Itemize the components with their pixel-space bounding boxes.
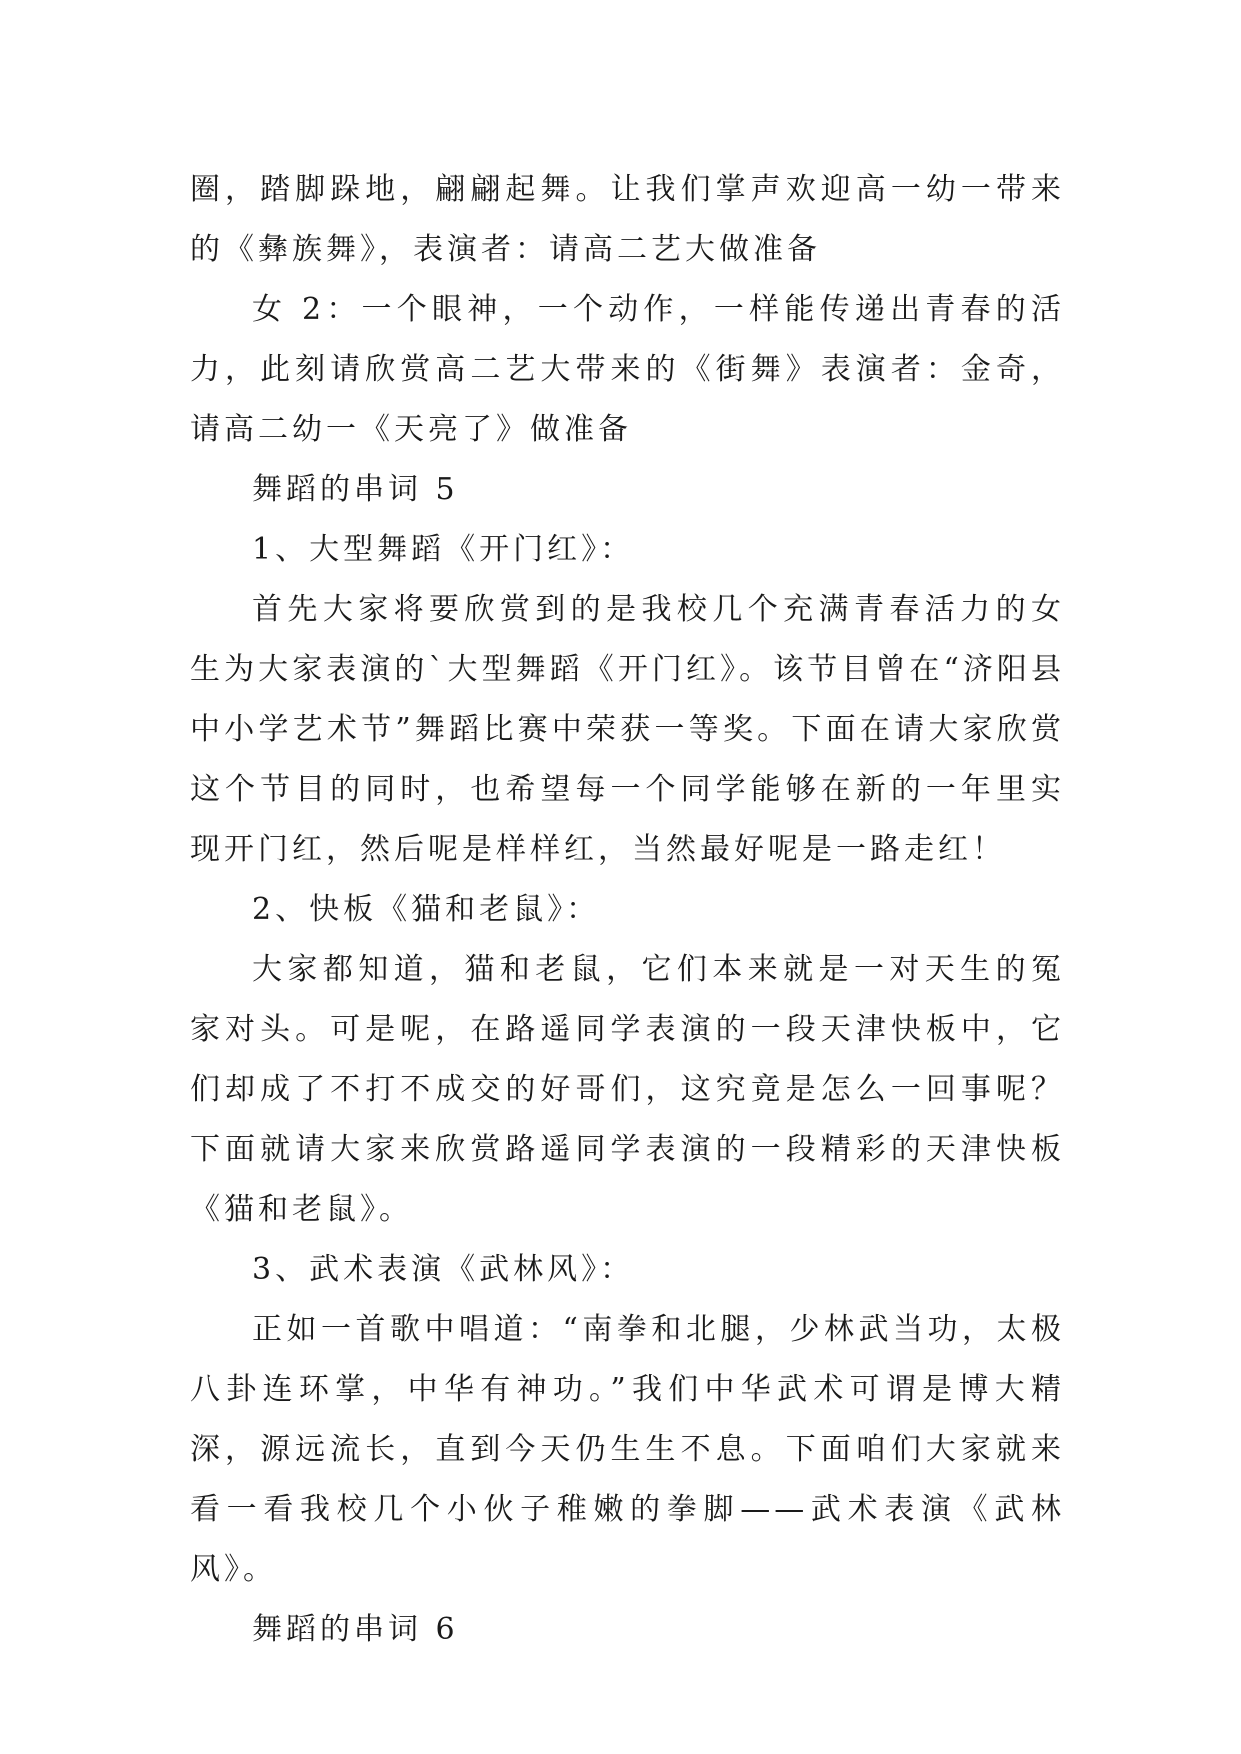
paragraph-item-3: 正如一首歌中唱道：“南拳和北腿，少林武当功，太极八卦连环掌，中华有神功。”我们中华武术可谓是博大精深，源远流长，直到今天仍生生不息。下面咱们大家就来看一看我校几个小伙子稚嫩的拳脚——武术表演《武林风》。 [190, 1312, 1065, 1587]
paragraph-1: 圈，踏脚跺地，翩翩起舞。让我们掌声欢迎高一幼一带来的《彝族舞》，表演者：请高二艺大做准备 [190, 172, 1065, 267]
paragraph-item-2: 大家都知道，猫和老鼠，它们本来就是一对天生的冤家对头。可是呢，在路遥同学表演的一段天津快板中，它们却成了不打不成交的好哥们，这究竟是怎么一回事呢？下面就请大家来欣赏路遥同学表演的一段精彩的天津快板《猫和老鼠》。 [190, 952, 1065, 1227]
document-page [190, 160, 1065, 1660]
section-heading-6: 舞蹈的串词 6 [252, 1612, 459, 1647]
item-heading-1: 1、大型舞蹈《开门红》： [252, 532, 635, 567]
paragraph-2: 女 2：一个眼神，一个动作，一样能传递出青春的活力，此刻请欣赏高二艺大带来的《街舞》表演者：金奇，请高二幼一《天亮了》做准备 [190, 292, 1065, 447]
paragraph-item-1: 首先大家将要欣赏到的是我校几个充满青春活力的女生为大家表演的`大型舞蹈《开门红》。该节目曾在“济阳县中小学艺术节”舞蹈比赛中荣获一等奖。下面在请大家欣赏这个节目的同时，也希望每一个同学能够在新的一年里实现开门红，然后呢是样样红，当然最好呢是一路走红！ [190, 592, 1065, 867]
item-heading-2: 2、快板《猫和老鼠》： [252, 892, 601, 927]
section-heading-5: 舞蹈的串词 5 [252, 472, 459, 507]
item-heading-3: 3、武术表演《武林风》： [252, 1252, 635, 1287]
